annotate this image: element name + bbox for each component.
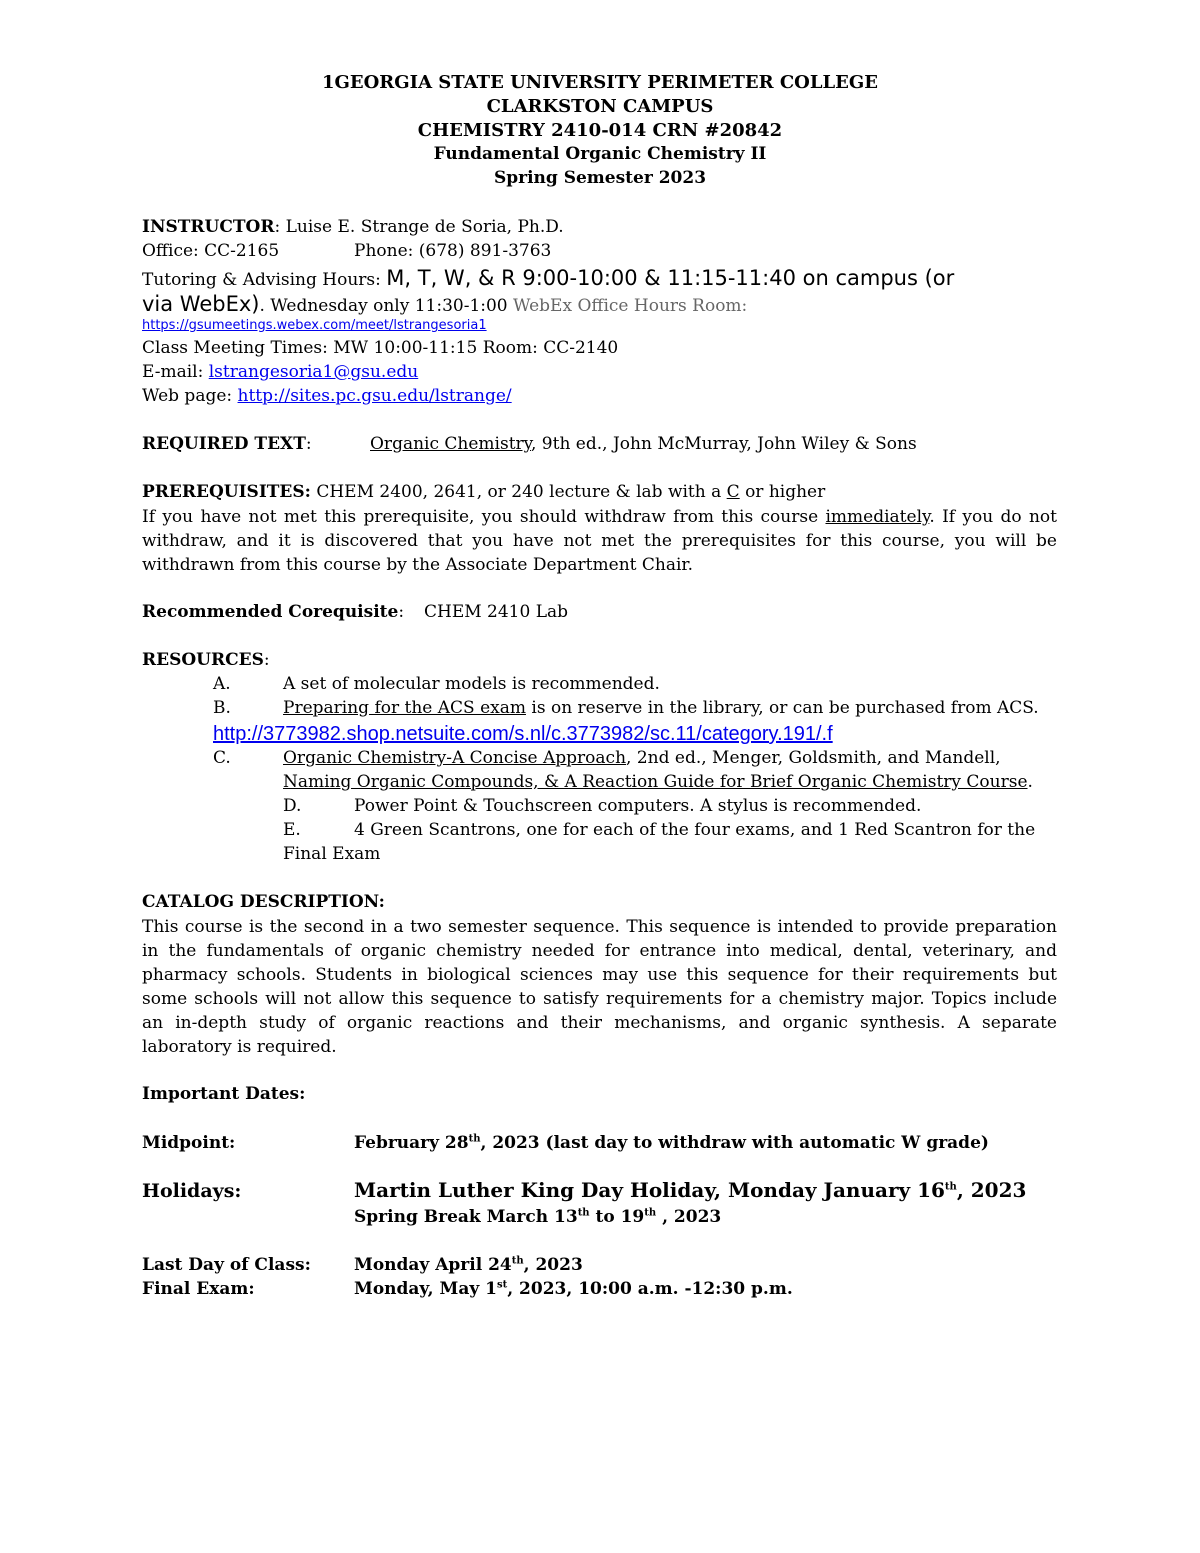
catalog-description: This course is the second in a two semester sequence. This sequence is intended to provide preparation in the fundamentals of organic chemistry needed for entrance into medical, dental, veterinary, and pharmacy schools. Students in biological sciences may use this sequence for their requirements but some schools will not allow this sequence to satisfy requirements for a chemistry major. Topics include an in-depth study of organic reactions and their mechanisms, and organic synthesis. A separate laboratory is required. — [142, 917, 1057, 1057]
resource-b-letter: B. — [213, 698, 231, 718]
instructor-label: INSTRUCTOR — [142, 217, 275, 237]
required-text-colon: : — [305, 434, 312, 454]
webex-room-label: WebEx Office Hours Room: — [513, 296, 748, 316]
university-title: 1GEORGIA STATE UNIVERSITY PERIMETER COLLEGE — [322, 72, 878, 93]
email-label: E-mail: — [142, 362, 209, 382]
office-line — [142, 240, 279, 262]
last-day-year: , 2023 — [523, 1255, 583, 1275]
tutoring-line-2 — [142, 292, 747, 318]
coreq-colon: : — [398, 602, 405, 622]
resource-e-text: 4 Green Scantrons, one for each of the four exams, and 1 Red Scantron for the — [354, 820, 1036, 840]
resource-c-text: , 2nd ed., Menger, Goldsmith, and Mandell, — [626, 748, 1001, 768]
midpoint-value — [354, 1132, 989, 1154]
prereq-grade: C — [726, 482, 740, 502]
webex-url-line — [142, 317, 487, 335]
catalog-label: CATALOG DESCRIPTION: — [142, 892, 385, 912]
last-day-label: Last Day of Class: — [142, 1255, 311, 1275]
webpage-line — [142, 385, 512, 407]
midpoint-label: Midpoint: — [142, 1133, 236, 1153]
acs-link[interactable]: http://3773982.shop.netsuite.com/s.nl/c.3773982/sc.11/category.191/.f — [213, 723, 833, 745]
coreq-label: Recommended Corequisite — [142, 602, 399, 622]
required-text-line — [142, 433, 312, 455]
email-line — [142, 361, 418, 383]
final-exam-time: , 2023, 10:00 a.m. -12:30 p.m. — [507, 1279, 793, 1299]
resources-colon: : — [263, 650, 270, 670]
spring-year: , 2023 — [656, 1207, 722, 1227]
resource-c-letter: C. — [213, 748, 231, 768]
class-times-line — [142, 337, 618, 359]
important-dates-label: Important Dates: — [142, 1084, 306, 1104]
textbook-details: , 9th ed., John McMurray, John Wiley & Sons — [531, 434, 917, 454]
webex-link[interactable]: https://gsumeetings.webex.com/meet/lstrangesoria1 — [142, 318, 487, 333]
campus-title: CLARKSTON CAMPUS — [486, 96, 714, 117]
tutoring-line — [142, 266, 954, 292]
required-text-book — [370, 433, 917, 455]
webpage-label: Web page: — [142, 386, 238, 406]
mlk-holiday — [354, 1179, 1026, 1201]
resource-b-line — [283, 697, 1039, 719]
resources-line — [142, 649, 270, 671]
resource-a-text: A set of molecular models is recommended. — [283, 674, 660, 694]
resource-a-letter: A. — [213, 674, 231, 694]
spring-end: to 19 — [589, 1207, 645, 1227]
resource-d-letter: D. — [283, 796, 302, 816]
office-value: Office: CC-2165 — [142, 241, 280, 261]
spring-start: Spring Break March 13 — [354, 1207, 578, 1227]
phone-value: Phone: (678) 891-3763 — [354, 241, 552, 261]
coreq-line — [142, 601, 404, 623]
prereq-paragraph — [142, 505, 1057, 577]
phone-line — [354, 240, 551, 262]
textbook-title: Organic Chemistry — [370, 434, 531, 454]
semester: Spring Semester 2023 — [493, 168, 707, 188]
final-exam-date: Monday, May 1 — [354, 1279, 497, 1299]
midpoint-note: , 2023 (last day to withdraw with automatic W grade) — [480, 1133, 989, 1153]
resource-c-title-2: Naming Organic Compounds, & A Reaction Guide for Brief Organic Chemistry Course — [283, 772, 1028, 792]
midpoint-date: February 28 — [354, 1133, 469, 1153]
coreq-value-line — [424, 601, 568, 623]
resource-b-url-line — [213, 720, 833, 747]
resource-c-line — [283, 747, 1001, 769]
prereq-para-a: If you have not met this prerequisite, you should withdraw from this course — [142, 507, 826, 527]
course-code: CHEMISTRY 2410-014 CRN #20842 — [417, 120, 783, 141]
tutoring-webex: via WebEx) — [142, 292, 260, 316]
final-exam-value — [354, 1278, 793, 1300]
resource-c-end: . — [1027, 772, 1033, 792]
resource-b-text: is on reserve in the library, or can be purchased from ACS. — [525, 698, 1039, 718]
final-exam-label: Final Exam: — [142, 1279, 255, 1299]
coreq-value: CHEM 2410 Lab — [424, 602, 569, 622]
last-day-value — [354, 1254, 583, 1276]
email-link[interactable]: lstrangesoria1@gsu.edu — [208, 362, 419, 382]
tutoring-label: Tutoring & Advising Hours: — [142, 270, 387, 290]
mlk-sup: th — [944, 1181, 957, 1193]
prereq-courses: CHEM 2400, 2641, or 240 lecture & lab with a — [310, 482, 727, 502]
prereq-immediately: immediately — [825, 507, 930, 527]
resources-label: RESOURCES — [142, 650, 264, 670]
last-day-sup: th — [511, 1255, 524, 1267]
resource-e-line-2: Final Exam — [283, 844, 381, 864]
prereq-line — [142, 481, 825, 503]
instructor-line — [142, 216, 564, 238]
spring-sup-2: th — [644, 1207, 657, 1219]
resource-c-title: Organic Chemistry-A Concise Approach — [283, 748, 627, 768]
prereq-higher: or higher — [739, 482, 826, 502]
mlk-year: , 2023 — [956, 1178, 1027, 1202]
midpoint-sup: th — [468, 1133, 481, 1145]
webpage-link[interactable]: http://sites.pc.gsu.edu/lstrange/ — [237, 386, 512, 406]
spring-sup-1: th — [577, 1207, 590, 1219]
last-day-date: Monday April 24 — [354, 1255, 512, 1275]
spring-break — [354, 1206, 721, 1228]
class-times: Class Meeting Times: MW 10:00-11:15 Room: CC-2140 — [142, 338, 619, 358]
required-text-label: REQUIRED TEXT — [142, 434, 306, 454]
mlk-date: Martin Luther King Day Holiday, Monday January 16 — [354, 1178, 945, 1202]
course-name: Fundamental Organic Chemistry II — [433, 144, 767, 164]
holidays-label: Holidays: — [142, 1180, 242, 1202]
instructor-name: : Luise E. Strange de Soria, Ph.D. — [274, 217, 564, 237]
resource-d-text: Power Point & Touchscreen computers. A stylus is recommended. — [354, 796, 922, 816]
final-exam-sup: st — [496, 1279, 508, 1291]
prereq-label: PREREQUISITES: — [142, 482, 311, 502]
prereq-para-b: . If you do not withdraw, and it is discovered that you have not met the prerequisites for this course, you will be withdrawn from this course by the Associate Department Chair. — [142, 507, 1057, 575]
resource-b-title: Preparing for the ACS exam — [283, 698, 526, 718]
resource-c-line-2 — [283, 771, 1033, 793]
tutoring-hours: M, T, W, & R 9:00-10:00 & 11:15-11:40 on campus (or — [386, 266, 955, 290]
resource-e-letter: E. — [283, 820, 301, 840]
wednesday-hours: . Wednesday only 11:30-1:00 — [259, 296, 514, 316]
